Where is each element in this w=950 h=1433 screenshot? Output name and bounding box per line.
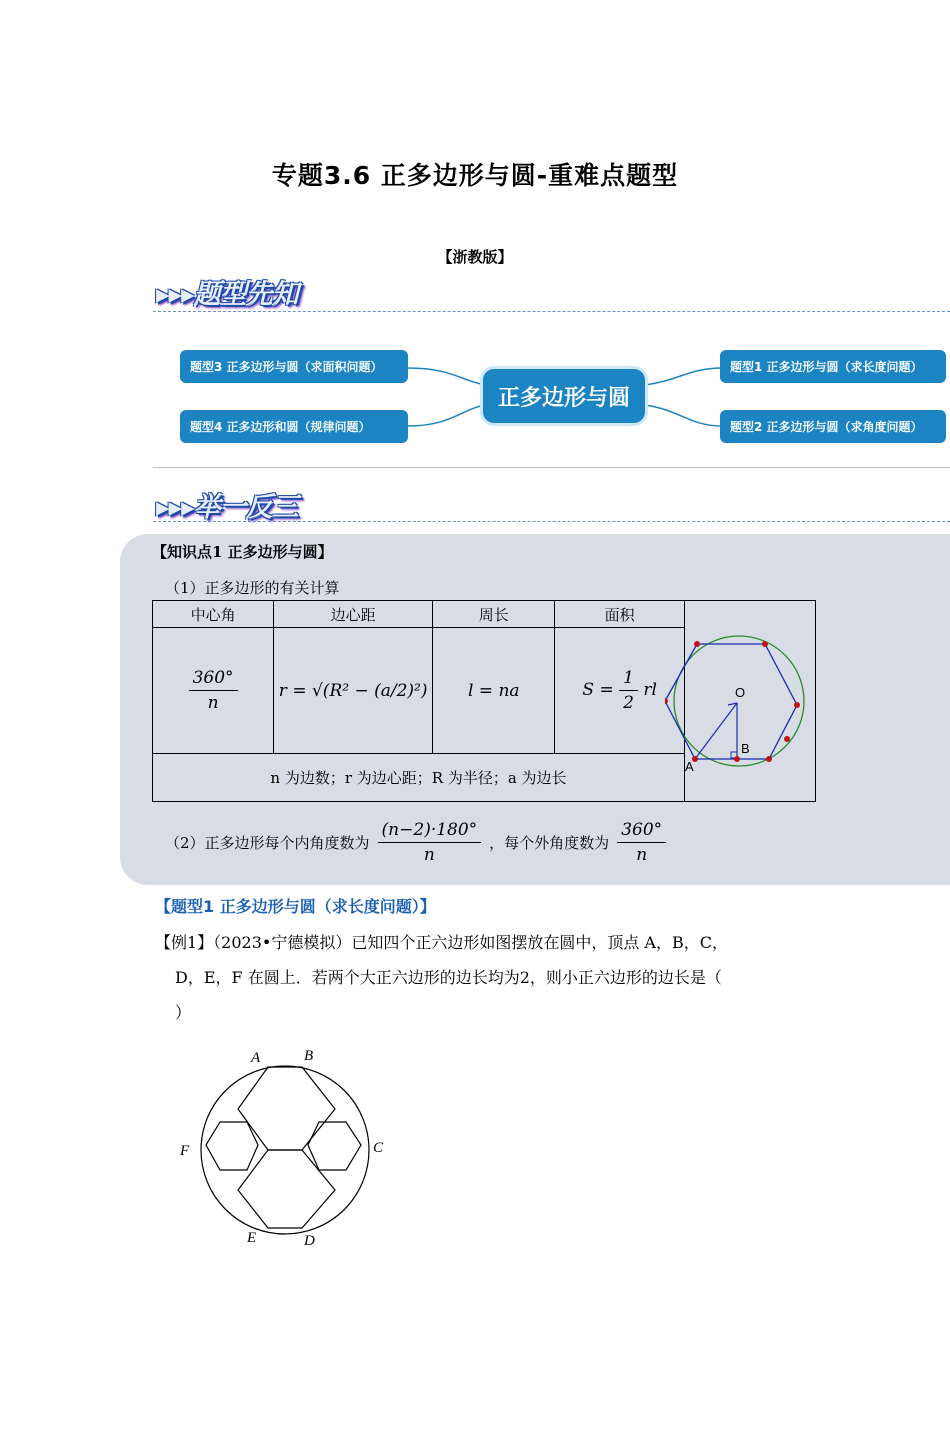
example-line1: 【例1】（2023•宁德模拟）已知四个正六边形如图摆放在圆中，顶点 A，B，C， [155, 933, 728, 952]
figure-label-f: F [180, 1143, 190, 1159]
cell-area [555, 628, 685, 754]
exterior-den: n [636, 844, 648, 865]
example-1 [155, 925, 835, 1030]
knowledge-sub2 [165, 812, 666, 872]
diagram-label-o: O [734, 685, 746, 700]
figure-label-b: B [304, 1048, 314, 1064]
interior-den: n [423, 844, 435, 865]
sub2-middle: ，每个外角度数为 [489, 833, 610, 852]
figure-label-c: C [373, 1140, 384, 1156]
mindmap-node-type1: 题型1 正多边形与圆（求长度问题） [720, 350, 946, 383]
figure-label-e: E [247, 1230, 257, 1246]
knowledge-title: 【知识点1 正多边形与圆】 [152, 543, 333, 561]
example-line3: ） [175, 1003, 192, 1022]
dashed-divider [153, 521, 950, 522]
exterior-num: 360° [617, 820, 666, 843]
polygon-diagram [665, 631, 815, 771]
diagram-label-a: A [684, 759, 694, 771]
divider [153, 467, 950, 468]
cell-perimeter: l = na [433, 628, 555, 754]
header-perimeter: 周长 [433, 601, 555, 628]
cell-note: n 为边数；r 为边心距；R 为半径；a 为边长 [153, 754, 685, 802]
area-den: 2 [623, 693, 634, 713]
central-angle-num: 360° [189, 668, 238, 691]
cell-apothem: r = √(R² − (a/2)²) [274, 628, 433, 754]
mindmap-node-type3: 题型3 正多边形与圆（求面积问题） [180, 350, 408, 383]
banner-practice: ▸▸▸举一反三 [156, 492, 298, 523]
figure-label-d: D [304, 1233, 315, 1249]
central-angle-den: n [207, 693, 219, 713]
knowledge-sub1: （1）正多边形的有关计算 [165, 579, 340, 597]
hexagon-figure [175, 1040, 395, 1255]
cell-central-angle [153, 628, 274, 754]
header-central-angle: 中心角 [153, 601, 274, 628]
banner-preview: ▸▸▸题型先知 [156, 279, 298, 310]
sub2-prefix: （2）正多边形每个内角度数为 [165, 833, 370, 852]
type1-title: 【题型1 正多边形与圆（求长度问题）】 [155, 897, 436, 916]
diagram-cell [684, 601, 815, 802]
dashed-divider [153, 311, 950, 312]
area-suffix: rl [643, 680, 657, 700]
figure-label-a: A [251, 1050, 261, 1066]
interior-num: (n−2)·180° [378, 820, 482, 843]
calc-table [152, 600, 816, 802]
mindmap-node-type4: 题型4 正多边形和圆（规律问题） [180, 410, 408, 443]
mindmap-node-type2: 题型2 正多边形与圆（求角度问题） [720, 410, 946, 443]
area-prefix: S = [582, 680, 614, 700]
header-apothem: 边心距 [274, 601, 433, 628]
example-line2: D，E，F 在圆上．若两个大正六边形的边长均为2，则小正六边形的边长是（ [175, 968, 722, 987]
edition-label: 【浙教版】 [437, 248, 513, 266]
header-area: 面积 [555, 601, 685, 628]
area-num: 1 [619, 668, 638, 691]
diagram-label-b: B [740, 741, 750, 756]
page-title: 专题3.6 正多边形与圆-重难点题型 [271, 161, 679, 190]
mindmap-center: 正多边形与圆 [480, 366, 648, 426]
